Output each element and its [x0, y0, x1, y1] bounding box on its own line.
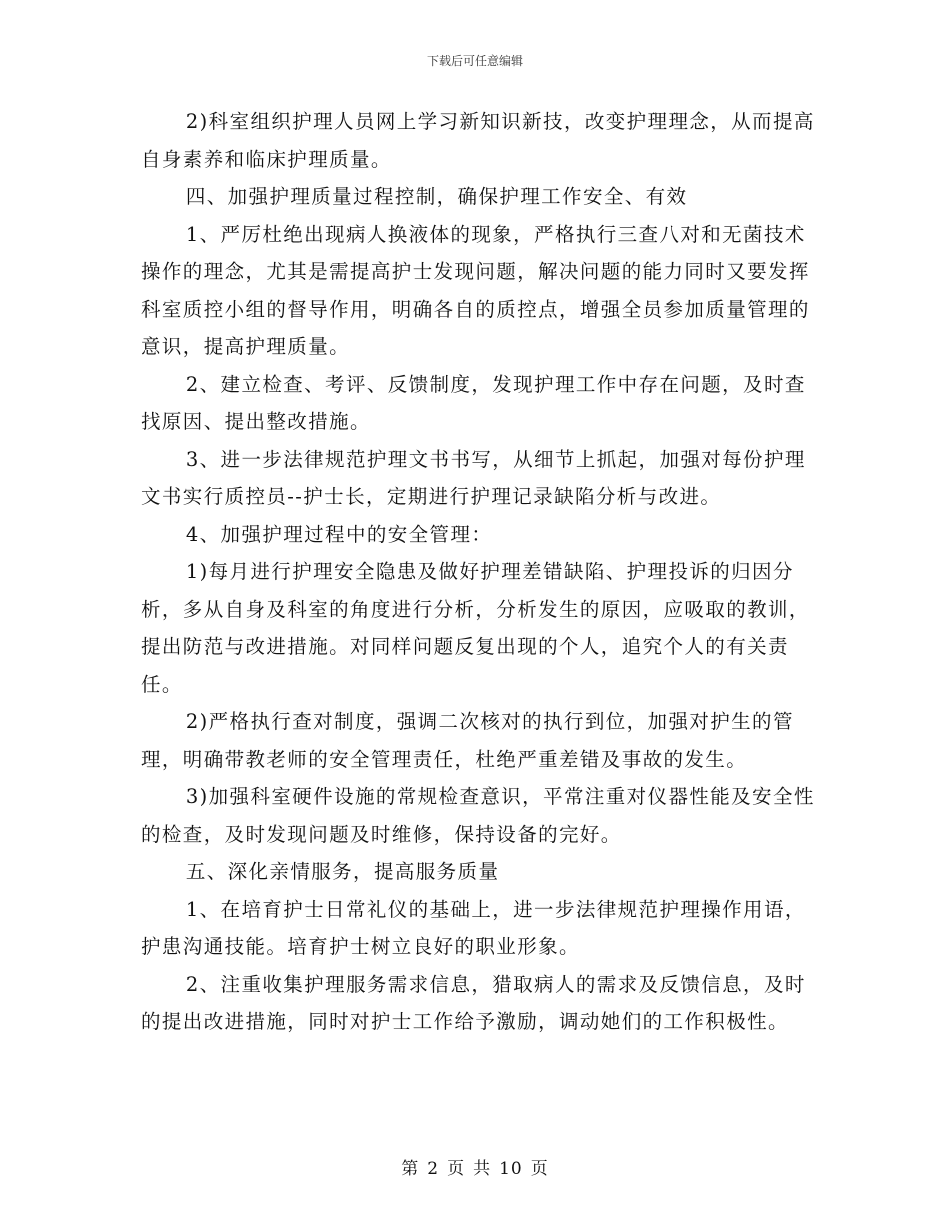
paragraph-1-monthly-analysis: 1)每月进行护理安全隐患及做好护理差错缺陷、护理投诉的归因分析，多从自身及科室的角度进行分析，分析发生的原因，应吸取的教训，提出防范与改进措施。对同样问题反复出现的个人，追究个人的有关责任。	[141, 560, 810, 696]
paragraph-2-verification: 2)严格执行查对制度，强调二次核对的执行到位，加强对护生的管理，明确带教老师的安全管理责任，杜绝严重差错及事故的发生。	[141, 710, 794, 771]
paragraph-2-feedback: 2、注重收集护理服务需求信息，猎取病人的需求及反馈信息，及时的提出改进措施，同时对护士工作给予激励，调动她们的工作积极性。	[141, 972, 806, 1033]
page-header: 下载后可任意编辑	[426, 54, 523, 68]
paragraph-3-documentation: 3、进一步法律规范护理文书书写，从细节上抓起，加强对每份护理文书实行质控员--护士长，定期进行护理记录缺陷分析与改进。	[141, 447, 806, 508]
document-body	[141, 103, 821, 1041]
paragraph-2-online-learning: 2)科室组织护理人员网上学习新知识新技，改变护理理念，从而提高自身素养和临床护理质量。	[141, 110, 815, 171]
page-footer	[0, 1154, 950, 1179]
footer-prefix: 第	[401, 1159, 420, 1179]
footer-total-word: 共	[473, 1159, 492, 1179]
section-heading-5: 五、深化亲情服务，提高服务质量	[185, 860, 500, 883]
paragraph-3-hardware-checks: 3)加强科室硬件设施的常规检查意识，平常注重对仪器性能及安全性的检查，及时发现问题及时维修，保持设备的完好。	[141, 785, 815, 846]
footer-total-pages: 10	[499, 1159, 523, 1179]
section-heading-4: 四、加强护理质量过程控制，确保护理工作安全、有效	[185, 185, 688, 208]
footer-current-page: 2	[427, 1159, 440, 1179]
paragraph-4-safety-management: 4、加强护理过程中的安全管理：	[185, 522, 493, 546]
footer-suffix: 页	[530, 1159, 549, 1179]
paragraph-2-inspection-system: 2、建立检查、考评、反馈制度，发现护理工作中存在问题，及时查找原因、提出整改措施。	[141, 372, 806, 433]
paragraph-1-eliminate-errors: 1、严厉杜绝出现病人换液体的现象，严格执行三查八对和无菌技术操作的理念，尤其是需提高护士发现问题，解决问题的能力同时又要发挥科室质控小组的督导作用，明确各自的质控点，增强全员参加质量管理的意识，提高护理质量。	[141, 222, 810, 358]
footer-page-word: 页	[447, 1159, 466, 1179]
paragraph-1-etiquette: 1、在培育护士日常礼仪的基础上，进一步法律规范护理操作用语，护患沟通技能。培育护士树立良好的职业形象。	[141, 897, 806, 958]
